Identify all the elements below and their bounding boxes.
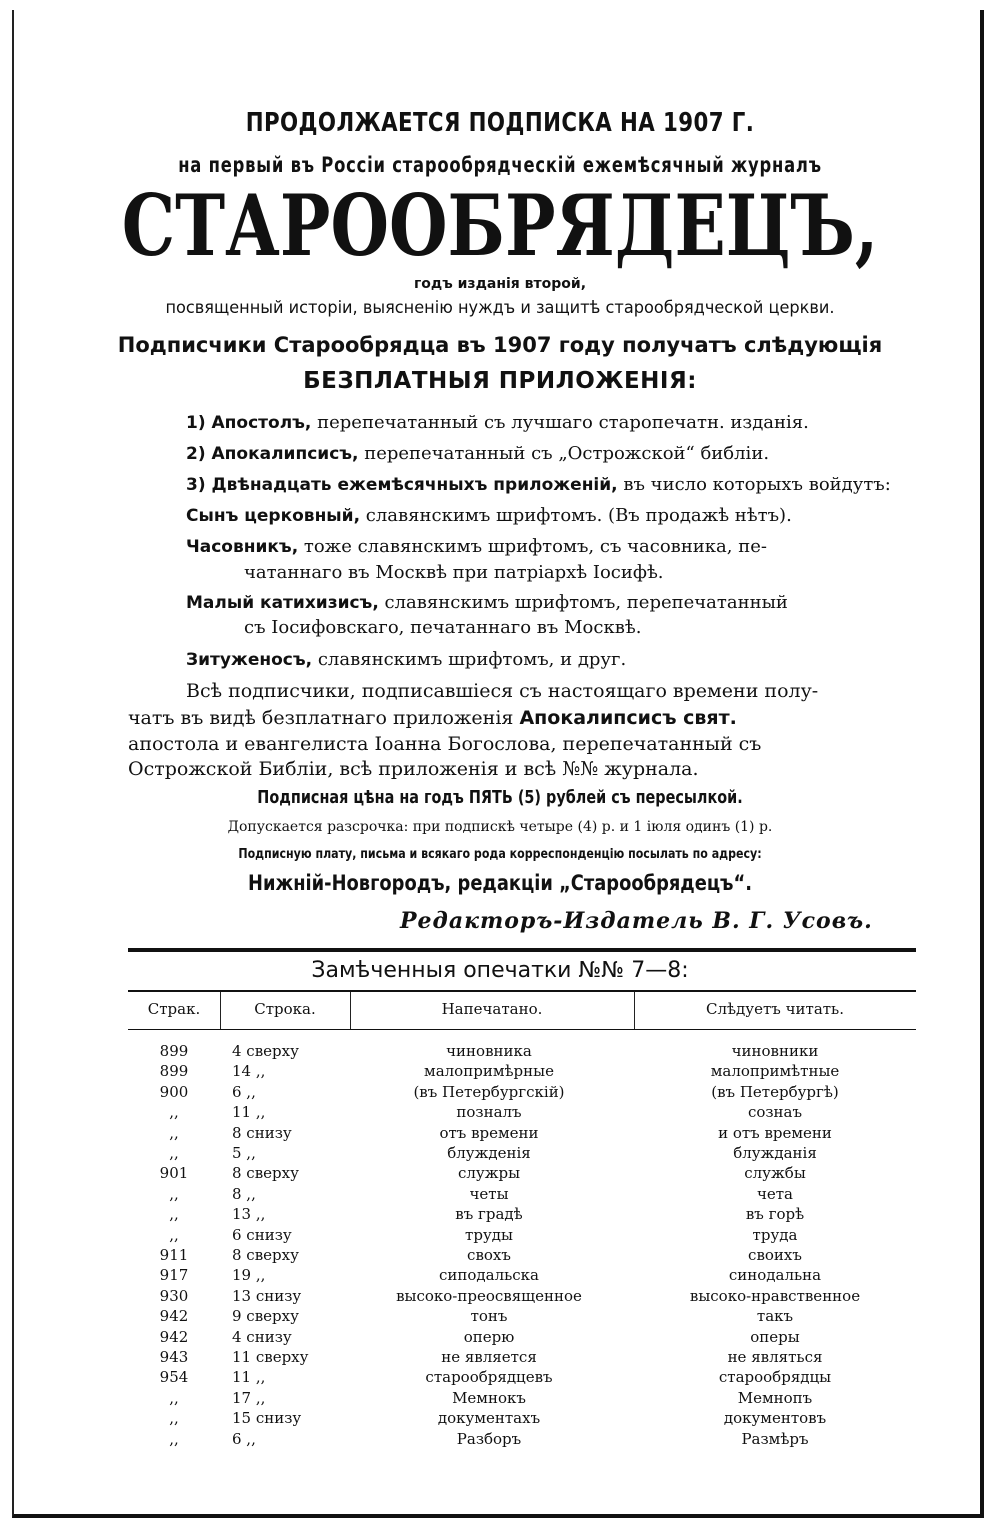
cell-line: 14 ,, <box>232 1062 266 1081</box>
notice-line-4: Острожской Библіи, всѣ приложенія и всѣ №№ журнала. <box>128 758 699 780</box>
cell-line: 8 сверху <box>232 1246 299 1264</box>
installment-terms: Допускается разсрочка: при подпискѣ четыре (4) р. и 1 іюля одинъ (1) р. <box>227 819 773 835</box>
cell-line: 19 ,, <box>232 1266 266 1285</box>
table-row <box>128 1389 916 1410</box>
table-row <box>128 1287 916 1308</box>
cell-page: 899 <box>159 1062 189 1081</box>
cell-printed: четы <box>469 1184 509 1203</box>
free-supplements-heading: БЕЗПЛАТНЫЯ ПРИЛОЖЕНІЯ: <box>303 368 697 394</box>
header-page: Страк. <box>147 1000 201 1018</box>
cell-page: 917 <box>159 1266 189 1285</box>
cell-page: ,, <box>169 1225 179 1244</box>
cell-page: ,, <box>169 1184 179 1203</box>
header-should-read: Слѣдуетъ читать. <box>706 1000 844 1018</box>
table-row <box>128 1368 916 1389</box>
table-row <box>128 1042 916 1063</box>
cell-page: ,, <box>169 1205 179 1224</box>
cell-page: ,, <box>169 1429 179 1448</box>
cell-page: 942 <box>159 1327 189 1346</box>
supplement-item-1: 1) Апостолъ, перепечатанный съ лучшаго старопечатн. изданія. <box>186 412 809 433</box>
errata-title: Замѣченныя опечатки №№ 7—8: <box>311 958 689 983</box>
cell-page: ,, <box>169 1123 179 1142</box>
cell-page: 943 <box>159 1348 189 1366</box>
table-row <box>128 1103 916 1124</box>
cell-line: 4 снизу <box>232 1327 292 1346</box>
supplement-sub-4: Зитуженосъ, славянскимъ шрифтомъ, и друг. <box>186 649 627 670</box>
notice-line-3: апостола и евангелиста Іоанна Богослова, перепечатанный съ <box>128 733 762 755</box>
errata-body-rule <box>128 1029 916 1030</box>
cell-line: 17 ,, <box>232 1388 266 1407</box>
table-row <box>128 1226 916 1247</box>
cell-page: ,, <box>169 1144 179 1162</box>
cell-page: ,, <box>169 1388 179 1407</box>
cell-printed: сиподальска <box>438 1266 540 1285</box>
cell-line: 15 снизу <box>232 1409 302 1428</box>
cell-should-read: чиновники <box>731 1042 819 1060</box>
cell-line: 13 ,, <box>232 1205 266 1224</box>
notice-line-1: Всѣ подписчики, подписавшіеся съ настоящаго времени полу- <box>186 680 819 702</box>
cell-should-read: оперы <box>750 1327 800 1346</box>
cell-printed: документахъ <box>437 1409 541 1428</box>
subscription-heading: ПРОДОЛЖАЕТСЯ ПОДПИСКА НА 1907 Г. <box>245 108 755 138</box>
cell-page: 942 <box>159 1307 189 1326</box>
cell-printed: труды <box>465 1225 513 1244</box>
cell-printed: высоко-преосвященное <box>396 1286 582 1305</box>
cell-line: 11 ,, <box>232 1103 266 1122</box>
cell-should-read: и отъ времени <box>718 1123 832 1142</box>
cell-should-read: старообрядцы <box>718 1368 832 1387</box>
cell-line: 11 сверху <box>232 1348 309 1366</box>
cell-should-read: блужданія <box>733 1144 817 1162</box>
cell-page: 954 <box>159 1368 189 1387</box>
cell-should-read: такъ <box>756 1307 794 1326</box>
cell-printed: въ градѣ <box>455 1205 523 1224</box>
cell-page: 901 <box>159 1164 189 1183</box>
cell-line: 9 сверху <box>232 1307 299 1326</box>
table-row <box>128 1246 916 1267</box>
supplement-sub-2: Часовникъ, тоже славянскимъ шрифтомъ, съ часовника, пе- <box>186 536 767 557</box>
editor-signature: Редакторъ-Издатель В. Г. Усовъ. <box>400 908 873 934</box>
errata-header-rule <box>128 990 916 992</box>
notice-line-2: чатъ въ видѣ безплатнаго приложенія Апокалипсисъ свят. <box>128 707 737 729</box>
supplement-sub-3-cont: съ Іосифовскаго, печатаннаго въ Москвѣ. <box>244 617 642 638</box>
table-row <box>128 1144 916 1165</box>
cell-line: 8 ,, <box>232 1184 256 1203</box>
cell-should-read: документовъ <box>723 1409 827 1428</box>
journal-purpose: посвященный исторіи, выясненію нуждъ и защитѣ старообрядческой церкви. <box>165 298 835 318</box>
cell-should-read: Размѣръ <box>741 1429 809 1448</box>
supplement-item-3: 3) Двѣнадцать ежемѣсячныхъ приложеній, въ число которыхъ войдутъ: <box>186 474 891 495</box>
cell-line: 8 сверху <box>232 1164 299 1183</box>
cell-printed: отъ времени <box>439 1123 539 1142</box>
cell-should-read: своихъ <box>748 1246 802 1264</box>
cell-should-read: сознаъ <box>747 1103 803 1122</box>
header-line: Строка. <box>254 1000 316 1018</box>
table-row <box>128 1124 916 1145</box>
cell-page: ,, <box>169 1409 179 1428</box>
table-row <box>128 1409 916 1430</box>
cell-printed: малопримѣрные <box>424 1062 554 1081</box>
cell-printed: Мемнокъ <box>452 1388 526 1407</box>
cell-printed: старообрядцевъ <box>425 1368 553 1387</box>
cell-printed: (въ Петербургскій) <box>413 1082 565 1101</box>
publication-year: годъ изданія второй, <box>413 276 587 292</box>
cell-should-read: (въ Петербургѣ) <box>711 1082 839 1101</box>
cell-line: 11 ,, <box>232 1368 266 1387</box>
table-row <box>128 1430 916 1451</box>
cell-page: 930 <box>159 1286 189 1305</box>
cell-should-read: Мемнопъ <box>737 1388 813 1407</box>
cell-should-read: синодальна <box>728 1266 822 1285</box>
cell-should-read: труда <box>752 1225 798 1244</box>
cell-line: 8 снизу <box>232 1123 292 1142</box>
cell-line: 6 снизу <box>232 1225 292 1244</box>
cell-line: 6 ,, <box>232 1082 256 1101</box>
table-row <box>128 1062 916 1083</box>
cell-should-read: высоко-нравственное <box>689 1286 861 1305</box>
subscribers-line: Подписчики Старообрядца въ 1907 году получатъ слѣдующія <box>117 333 883 357</box>
cell-printed: Разборъ <box>456 1429 522 1448</box>
supplement-sub-3: Малый катихизисъ, славянскимъ шрифтомъ, перепечатанный <box>186 592 788 613</box>
table-row <box>128 1266 916 1287</box>
cell-printed: блужденія <box>447 1144 531 1162</box>
errata-top-rule <box>128 948 916 952</box>
editorial-address: Нижній-Новгородъ, редакціи „Старообрядецъ“. <box>248 871 752 895</box>
table-row <box>128 1307 916 1328</box>
table-row <box>128 1205 916 1226</box>
cell-line: 13 снизу <box>232 1286 302 1305</box>
cell-line: 4 сверху <box>232 1042 299 1060</box>
send-instructions: Подписную плату, письма и всякаго рода корреспонденцію посылать по адресу: <box>238 847 762 862</box>
journal-title: СТАРООБРЯДЕЦЪ, <box>121 176 879 275</box>
header-printed: Напечатано. <box>441 1000 543 1018</box>
table-row <box>128 1328 916 1349</box>
cell-should-read: малопримѣтные <box>710 1062 840 1081</box>
supplement-item-2: 2) Апокалипсисъ, перепечатанный съ „Острожской“ библіи. <box>186 443 770 464</box>
cell-printed: оперю <box>463 1327 515 1346</box>
table-row <box>128 1185 916 1206</box>
cell-printed: чиновника <box>446 1042 532 1060</box>
subscription-price: Подписная цѣна на годъ ПЯТЬ (5) рублей съ пересылкой. <box>257 787 743 808</box>
cell-line: 6 ,, <box>232 1429 256 1448</box>
cell-should-read: не являться <box>727 1348 823 1366</box>
cell-printed: служры <box>457 1164 521 1183</box>
table-row <box>128 1164 916 1185</box>
cell-page: 899 <box>159 1042 189 1060</box>
cell-should-read: въ горѣ <box>745 1205 805 1224</box>
table-row <box>128 1083 916 1104</box>
table-row <box>128 1348 916 1369</box>
cell-should-read: службы <box>744 1164 806 1183</box>
cell-printed: позналъ <box>456 1103 522 1122</box>
cell-page: ,, <box>169 1103 179 1122</box>
journal-description: на первый въ Россіи старообрядческій ежемѣсячный журналъ <box>178 153 822 177</box>
cell-printed: своxъ <box>467 1246 511 1264</box>
cell-printed: тонъ <box>470 1307 508 1326</box>
cell-page: 911 <box>159 1246 189 1264</box>
supplement-sub-1: Сынъ церковный, славянскимъ шрифтомъ. (Въ продажѣ нѣтъ). <box>186 505 792 526</box>
cell-printed: не является <box>441 1348 537 1366</box>
supplement-sub-2-cont: чатаннаго въ Москвѣ при патріархѣ Іосифѣ. <box>244 562 664 583</box>
cell-line: 5 ,, <box>232 1144 256 1162</box>
cell-page: 900 <box>159 1082 189 1101</box>
cell-should-read: чета <box>756 1184 794 1203</box>
